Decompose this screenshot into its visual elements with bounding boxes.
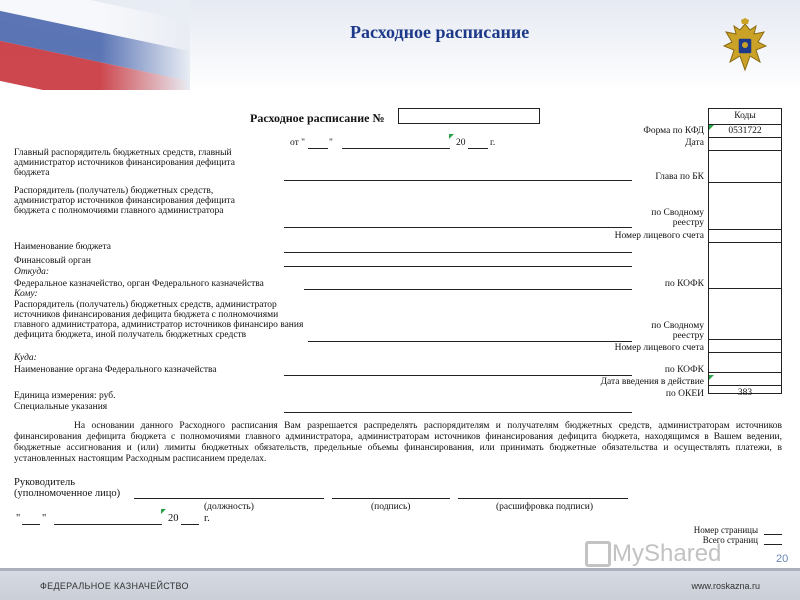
- budget-label: Наименование бюджета: [14, 242, 111, 252]
- decode-caption: (расшифровка подписи): [496, 502, 593, 512]
- kfd-code-value: 0531722: [728, 126, 762, 136]
- main-manager-label: Главный распорядитель бюджетных средств, главный администратор источников финансирования дефицита бюджета: [14, 148, 235, 178]
- treasury-field[interactable]: [304, 289, 632, 290]
- slide-title: Расходное расписание: [350, 22, 530, 42]
- slide-footer: [0, 568, 800, 600]
- authorized-label: (уполномоченное лицо): [14, 488, 121, 499]
- fin-body-field[interactable]: [284, 266, 632, 267]
- account-label-2: Номер лицевого счета: [614, 343, 704, 353]
- treasury-body-field[interactable]: [284, 375, 632, 376]
- treasury-body-label: Наименование органа Федерального казначейства: [14, 365, 217, 375]
- bk-label: Глава по БК: [655, 172, 704, 182]
- intro-date-label: Дата введения в действие: [600, 377, 704, 387]
- to-label: Кому:: [14, 289, 38, 299]
- footer-website-link[interactable]: www.roskazna.ru: [691, 581, 760, 591]
- form-number-field[interactable]: [398, 108, 540, 124]
- manager-field[interactable]: [284, 227, 632, 228]
- page-number: 20: [776, 553, 789, 565]
- main-manager-field[interactable]: [284, 180, 632, 181]
- date-suffix: г.: [490, 138, 496, 148]
- okei-code-value: 383: [737, 388, 753, 398]
- slide-header: [0, 0, 800, 90]
- sig-date-quote-open: ": [16, 513, 21, 524]
- okei-label: по ОКЕИ: [665, 389, 704, 399]
- watermark: MyShared: [612, 540, 722, 567]
- decode-field[interactable]: [458, 498, 628, 499]
- total-pages-label: Всего страниц: [702, 535, 758, 545]
- signature-caption: (подпись): [371, 502, 411, 512]
- signature-field[interactable]: [332, 498, 450, 499]
- position-caption: (должность): [204, 502, 254, 512]
- footer-org-name: ФЕДЕРАЛЬНОЕ КАЗНАЧЕЙСТВО: [40, 581, 189, 591]
- manager-label: Распорядитель (получатель) бюджетных средств, администратор источников финансирования дефицита бюджета с полномочиями главного администратора: [14, 186, 235, 216]
- account-label-1: Номер лицевого счета: [614, 231, 704, 241]
- svod-reestr-label-2: по Сводному реестру: [651, 321, 704, 341]
- date-label: Дата: [685, 138, 704, 148]
- special-field[interactable]: [284, 412, 632, 413]
- watermark-icon: [585, 541, 611, 567]
- treasury-emblem-icon: [720, 18, 770, 76]
- codes-column: [708, 124, 782, 394]
- unit-label: Единица измерения: руб.: [14, 391, 116, 401]
- page-number-label: Номер страницы: [693, 525, 758, 535]
- where-label: Куда:: [14, 353, 37, 363]
- kfd-label: Форма по КФД: [643, 126, 704, 136]
- date-year: 20: [456, 138, 466, 148]
- form-document: [8, 92, 792, 547]
- special-label: Специальные указания: [14, 402, 108, 412]
- svod-reestr-label-1: по Сводному реестру: [651, 208, 704, 228]
- sig-date-suffix: г.: [204, 513, 210, 524]
- head-label: Руководитель: [14, 477, 75, 488]
- codes-header: Коды: [734, 111, 756, 121]
- date-quote: ": [329, 138, 333, 148]
- recipient-field[interactable]: [308, 341, 632, 342]
- kofk-label-1: по КОФК: [664, 279, 704, 289]
- sig-date-year: 20: [168, 513, 179, 524]
- treasury-label: Федеральное казначейство, орган Федерального казначейства: [14, 279, 264, 289]
- kofk-label-2: по КОФК: [664, 365, 704, 375]
- sig-date-quote-close: ": [42, 513, 47, 524]
- form-title: Расходное расписание №: [250, 111, 385, 125]
- recipient-label: Распорядитель (получатель) бюджетных средств, администратор источников финансирования дефицита бюджета с полномочиями главного администратора, администратор источников финансиро вания дефицита бюджета, иной получатель бюджетных средств: [14, 300, 304, 340]
- position-field[interactable]: [134, 498, 324, 499]
- budget-field[interactable]: [284, 252, 632, 253]
- fin-body-label: Финансовый орган: [14, 256, 91, 266]
- russian-flag-decoration: [0, 0, 190, 90]
- from-label: Откуда:: [14, 267, 50, 277]
- date-from-label: от ": [290, 138, 306, 148]
- authorization-paragraph: На основании данного Расходного расписания Вам разрешается распределять распорядителям и получателям бюджетных средств, администраторам источников финансирования дефицита бюджета с полномочиями главного администратора, администраторам источников финансирования дефицита бюджета, находящимся в Вашем ведении, бюджетные ассигнования и (или) лимиты бюджетных обязательств, предельные объемы финансирования, или принимать бюджетные обязательства и осуществлять платежи, в установленных настоящим Расходным расписанием пределах.: [14, 421, 782, 464]
